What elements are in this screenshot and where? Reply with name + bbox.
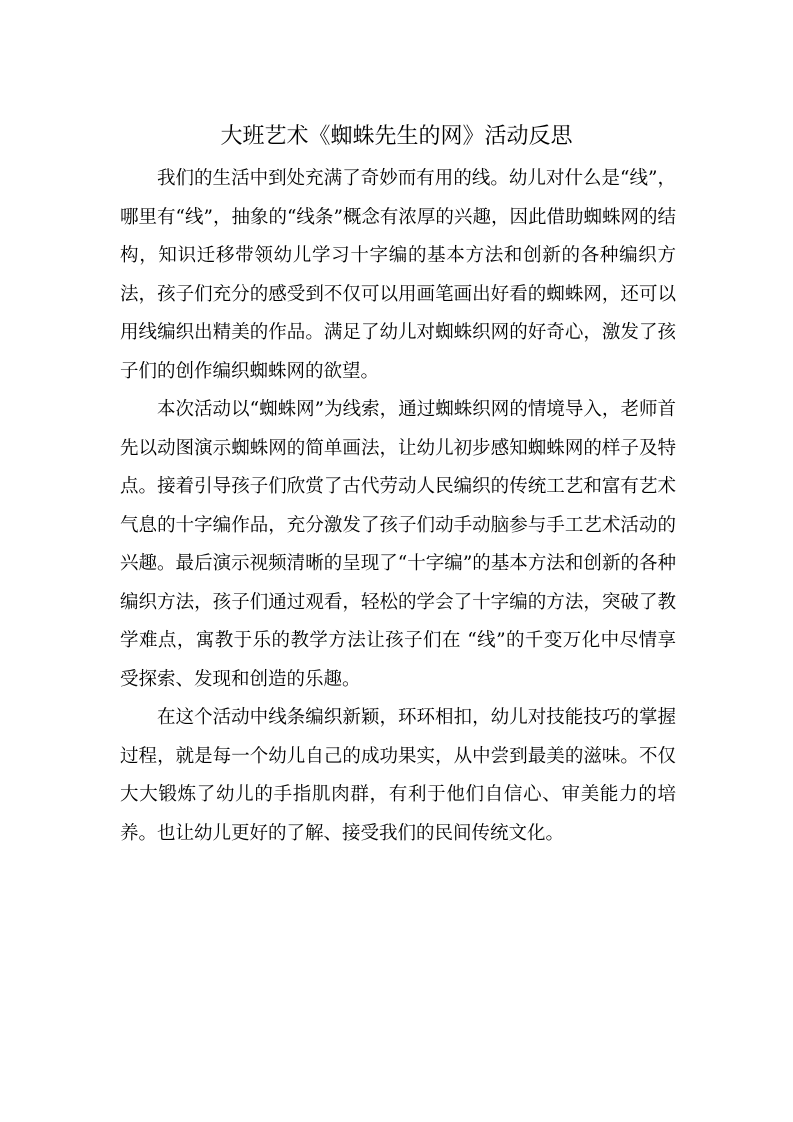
document-title: 大班艺术《蜘蛛先生的网》活动反思 (220, 124, 573, 149)
paragraph-3: 在这个活动中线条编织新颖，环环相扣，幼儿对技能技巧的掌握过程，就是每一个幼儿自己的成功果实，从中尝到最美的滋味。不仅大大锻炼了幼儿的手指肌肉群，有利于他们自信心、审美能力的培养。也让幼儿更好的了解、接受我们的民间传统文化。 (120, 707, 676, 844)
paragraph-1: 我们的生活中到处充满了奇妙而有用的线。幼儿对什么是“线”，哪里有“线”，抽象的“线条”概念有浓厚的兴趣，因此借助蜘蛛网的结构，知识迁移带领幼儿学习十字编的基本方法和创新的各种编织方法，孩子们充分的感受到不仅可以用画笔画出好看的蜘蛛网，还可以用线编织出精美的作品。满足了幼儿对蜘蛛织网的好奇心，激发了孩子们的创作编织蜘蛛网的欲望。 (120, 168, 676, 382)
paragraph-2: 本次活动以“蜘蛛网”为线索，通过蜘蛛织网的情境导入，老师首先以动图演示蜘蛛网的简单画法，让幼儿初步感知蜘蛛网的样子及特点。接着引导孩子们欣赏了古代劳动人民编织的传统工艺和富有艺术气息的十字编作品，充分激发了孩子们动手动脑参与手工艺术活动的兴趣。最后演示视频清晰的呈现了“十字编”的基本方法和创新的各种编织方法，孩子们通过观看，轻松的学会了十字编的方法，突破了教学难点，寓教于乐的教学方法让孩子们在 “线”的千变万化中尽情享受探索、发现和创造的乐趣。 (120, 399, 676, 690)
document-body (120, 160, 676, 853)
